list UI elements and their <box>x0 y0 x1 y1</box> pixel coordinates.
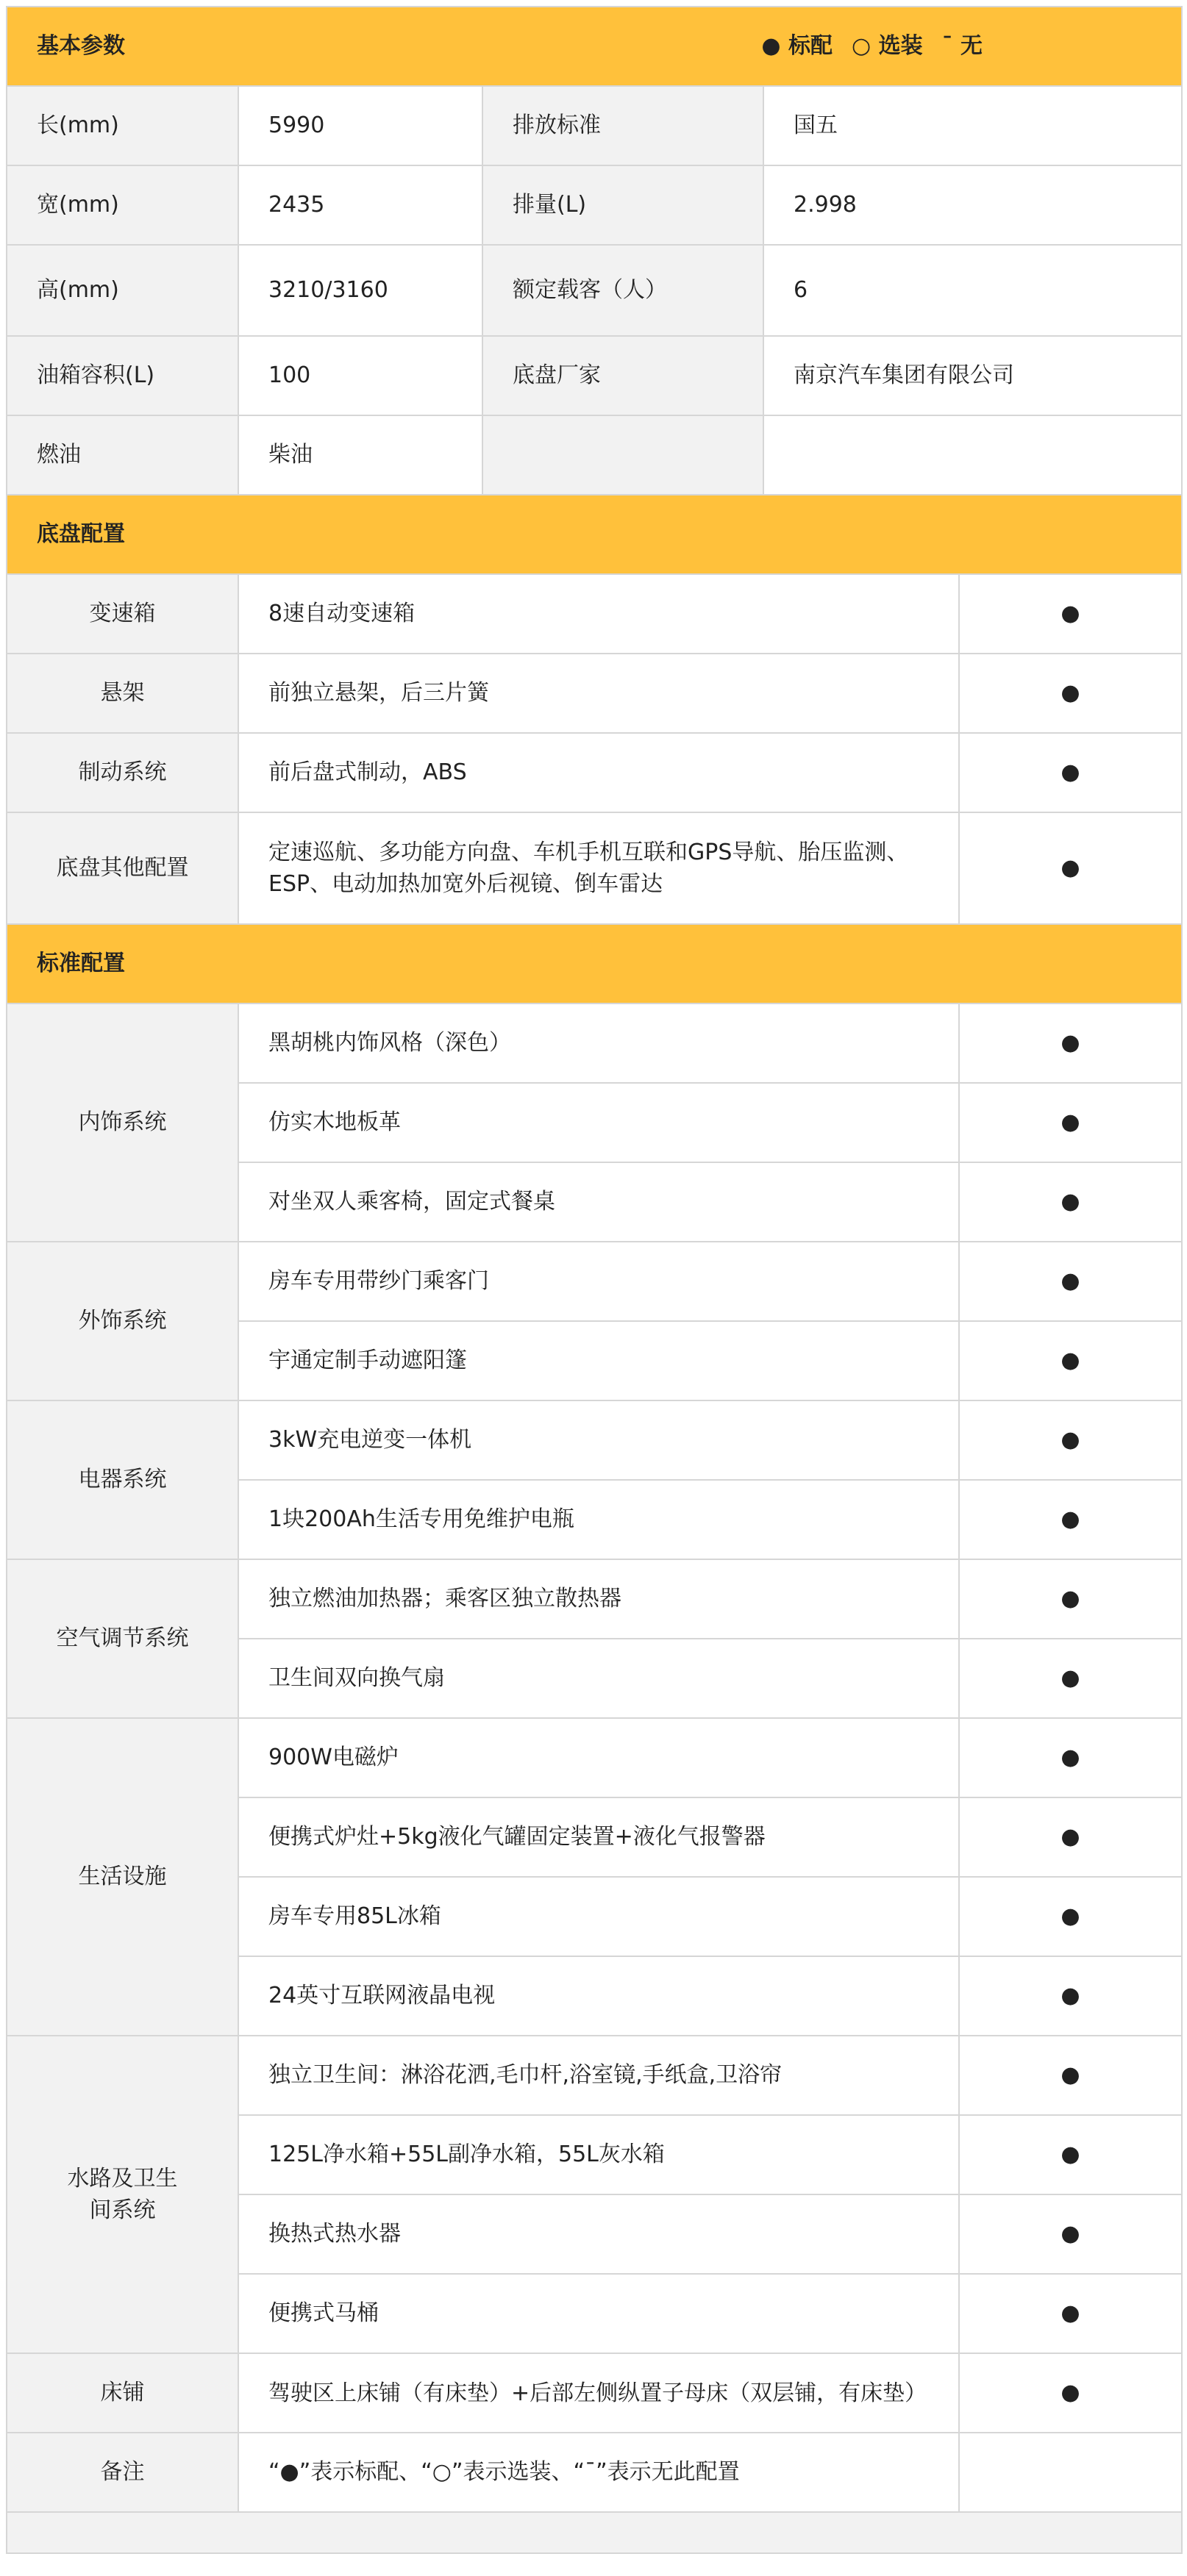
standard-mark: ● <box>959 2353 1182 2433</box>
section-header-chassis <box>7 495 1182 574</box>
section-header-basic <box>7 7 1182 86</box>
footer-cell <box>7 2512 1182 2553</box>
param-label <box>482 415 763 495</box>
group-label: 外饰系统 <box>7 1242 238 1400</box>
standard-mark: ● <box>959 2115 1182 2194</box>
group-label: 床铺 <box>7 2353 238 2433</box>
standard-mark: ● <box>959 1797 1182 1877</box>
config-label: 制动系统 <box>7 733 238 812</box>
group-label: 生活设施 <box>7 1718 238 2036</box>
param-row <box>7 415 1182 495</box>
section-header-standard <box>7 924 1182 1003</box>
config-label: 变速箱 <box>7 574 238 654</box>
config-desc: 宇通定制手动遮阳篷 <box>238 1321 959 1400</box>
legend-standard: ● 标配 <box>761 33 833 60</box>
config-desc: 驾驶区上床铺（有床垫）+后部左侧纵置子母床（双层铺，有床垫） <box>238 2353 959 2433</box>
standard-mark: ● <box>959 1956 1182 2036</box>
standard-mark: ● <box>959 1559 1182 1639</box>
param-row <box>7 165 1182 245</box>
param-label: 底盘厂家 <box>482 336 763 415</box>
param-value: 柴油 <box>238 415 482 495</box>
standard-mark: ● <box>959 1003 1182 1083</box>
param-value <box>763 415 1182 495</box>
standard-mark: ● <box>959 733 1182 812</box>
legend-none: ¯ 无 <box>941 33 983 60</box>
standard-mark: ● <box>959 1480 1182 1559</box>
standard-mark: ● <box>959 1321 1182 1400</box>
config-row <box>7 733 1182 812</box>
config-desc: 3kW充电逆变一体机 <box>238 1400 959 1480</box>
config-desc: 对坐双人乘客椅，固定式餐桌 <box>238 1162 959 1242</box>
config-desc: 125L净水箱+55L副净水箱，55L灰水箱 <box>238 2115 959 2194</box>
param-label: 燃油 <box>7 415 238 495</box>
config-desc: 换热式热水器 <box>238 2194 959 2274</box>
section-title-cell <box>7 7 1182 86</box>
config-desc: 便携式炉灶+5kg液化气罐固定装置+液化气报警器 <box>238 1797 959 1877</box>
param-value: 南京汽车集团有限公司 <box>763 336 1182 415</box>
note-label: 备注 <box>7 2433 238 2512</box>
config-desc: 定速巡航、多功能方向盘、车机手机互联和GPS导航、胎压监测、ESP、电动加热加宽外后视镜、倒车雷达 <box>238 812 959 924</box>
param-value: 5990 <box>238 86 482 165</box>
config-row <box>7 812 1182 924</box>
param-label: 油箱容积(L) <box>7 336 238 415</box>
standard-mark: ● <box>959 574 1182 654</box>
config-desc: 900W电磁炉 <box>238 1718 959 1797</box>
config-desc: 1块200Ah生活专用免维护电瓶 <box>238 1480 959 1559</box>
legend-optional: ○ 选装 <box>851 33 923 60</box>
section-title: 基本参数 <box>37 33 125 60</box>
config-desc: 独立卫生间：淋浴花洒,毛巾杆,浴室镜,手纸盒,卫浴帘 <box>238 2036 959 2115</box>
config-desc: 房车专用带纱门乘客门 <box>238 1242 959 1321</box>
config-desc: 24英寸互联网液晶电视 <box>238 1956 959 2036</box>
param-label: 排放标准 <box>482 86 763 165</box>
legend <box>761 30 1152 62</box>
param-row <box>7 245 1182 336</box>
standard-mark: ● <box>959 2274 1182 2353</box>
standard-mark: ● <box>959 1877 1182 1956</box>
config-row <box>7 2353 1182 2433</box>
standard-mark: ● <box>959 654 1182 733</box>
config-label: 悬架 <box>7 654 238 733</box>
config-label: 底盘其他配置 <box>7 812 238 924</box>
note-empty-cell <box>959 2433 1182 2512</box>
config-desc: 卫生间双向换气扇 <box>238 1639 959 1718</box>
config-row <box>7 1003 1182 1083</box>
config-desc: 黑胡桃内饰风格（深色） <box>238 1003 959 1083</box>
config-row <box>7 2036 1182 2115</box>
param-row <box>7 336 1182 415</box>
group-label: 水路及卫生间系统 <box>7 2036 238 2353</box>
config-row <box>7 1559 1182 1639</box>
config-row <box>7 1718 1182 1797</box>
config-desc: 独立燃油加热器；乘客区独立散热器 <box>238 1559 959 1639</box>
config-row <box>7 654 1182 733</box>
standard-mark: ● <box>959 2194 1182 2274</box>
group-label: 空气调节系统 <box>7 1559 238 1718</box>
config-row <box>7 1400 1182 1480</box>
config-desc: 便携式马桶 <box>238 2274 959 2353</box>
group-label: 内饰系统 <box>7 1003 238 1242</box>
param-value: 6 <box>763 245 1182 336</box>
note-row <box>7 2433 1182 2512</box>
standard-mark: ● <box>959 1242 1182 1321</box>
param-label: 排量(L) <box>482 165 763 245</box>
standard-mark: ● <box>959 1718 1182 1797</box>
config-desc: 前独立悬架，后三片簧 <box>238 654 959 733</box>
param-value: 2435 <box>238 165 482 245</box>
param-value: 国五 <box>763 86 1182 165</box>
param-label: 宽(mm) <box>7 165 238 245</box>
param-value: 100 <box>238 336 482 415</box>
footer-row <box>7 2512 1182 2553</box>
config-desc: 房车专用85L冰箱 <box>238 1877 959 1956</box>
param-value: 3210/3160 <box>238 245 482 336</box>
standard-mark: ● <box>959 1639 1182 1718</box>
param-value: 2.998 <box>763 165 1182 245</box>
section-title: 底盘配置 <box>7 495 1182 574</box>
section-title: 标准配置 <box>7 924 1182 1003</box>
spec-table <box>6 6 1183 2554</box>
config-desc: 前后盘式制动，ABS <box>238 733 959 812</box>
group-label: 电器系统 <box>7 1400 238 1559</box>
config-row <box>7 574 1182 654</box>
standard-mark: ● <box>959 2036 1182 2115</box>
config-row <box>7 1242 1182 1321</box>
standard-mark: ● <box>959 1083 1182 1162</box>
standard-mark: ● <box>959 812 1182 924</box>
config-desc: 8速自动变速箱 <box>238 574 959 654</box>
param-label: 额定载客（人） <box>482 245 763 336</box>
param-label: 高(mm) <box>7 245 238 336</box>
note-text: “●”表示标配、“○”表示选装、“¯”表示无此配置 <box>238 2433 959 2512</box>
param-label: 长(mm) <box>7 86 238 165</box>
standard-mark: ● <box>959 1162 1182 1242</box>
config-desc: 仿实木地板革 <box>238 1083 959 1162</box>
spec-sheet <box>6 6 1181 2564</box>
param-row <box>7 86 1182 165</box>
standard-mark: ● <box>959 1400 1182 1480</box>
